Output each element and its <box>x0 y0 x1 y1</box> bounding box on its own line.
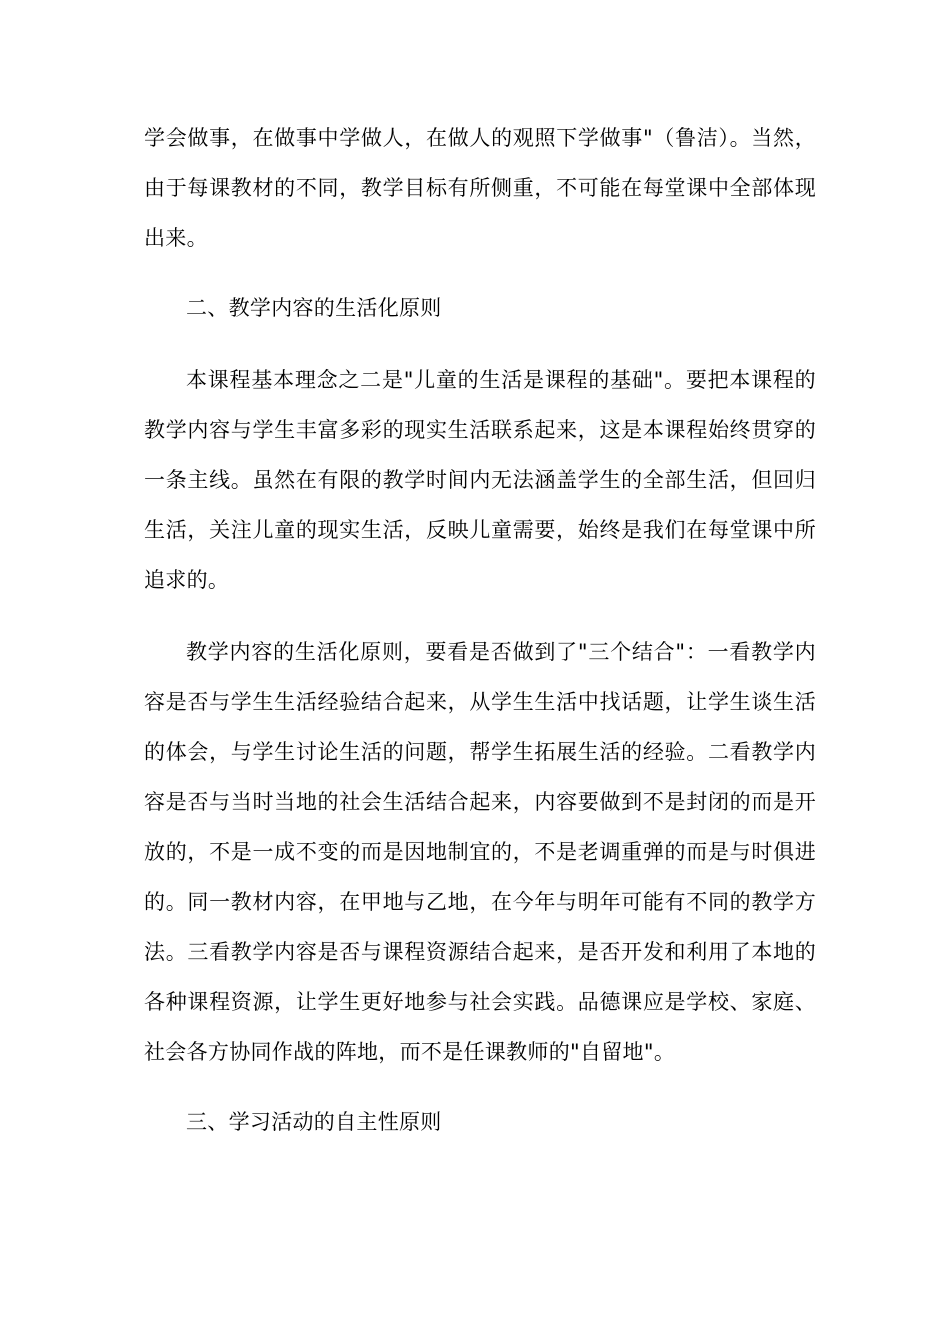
paragraph-2-line-4: 生活，关注儿童的现实生活，反映儿童需要，始终是我们在每堂课中所 <box>144 518 816 542</box>
paragraph-1-line-2: 由于每课教材的不同，教学目标有所侧重，不可能在每堂课中全部体现 <box>144 176 816 200</box>
section-heading-2: 二、教学内容的生活化原则 <box>186 296 442 320</box>
paragraph-1-line-3: 出来。 <box>144 226 208 250</box>
paragraph-3-line-8: 各种课程资源，让学生更好地参与社会实践。品德课应是学校、家庭、 <box>144 990 816 1014</box>
paragraph-2-line-5: 追求的。 <box>144 568 230 592</box>
paragraph-3-line-1: 教学内容的生活化原则，要看是否做到了"三个结合"：一看教学内 <box>186 640 816 664</box>
paragraph-1-line-1: 学会做事，在做事中学做人，在做人的观照下学做事"（鲁洁）。当然， <box>144 126 816 150</box>
paragraph-3-line-2: 容是否与学生生活经验结合起来，从学生生活中找话题，让学生谈生活 <box>144 690 816 714</box>
paragraph-3-line-6: 的。同一教材内容，在甲地与乙地，在今年与明年可能有不同的教学方 <box>144 890 816 914</box>
paragraph-2-line-3: 一条主线。虽然在有限的教学时间内无法涵盖学生的全部生活，但回归 <box>144 468 816 492</box>
paragraph-3-line-7: 法。三看教学内容是否与课程资源结合起来，是否开发和利用了本地的 <box>144 940 816 964</box>
paragraph-2-line-2: 教学内容与学生丰富多彩的现实生活联系起来，这是本课程始终贯穿的 <box>144 418 816 442</box>
section-heading-3: 三、学习活动的自主性原则 <box>186 1110 442 1134</box>
paragraph-3-line-5: 放的，不是一成不变的而是因地制宜的，不是老调重弹的而是与时俱进 <box>144 840 816 864</box>
paragraph-3-line-3: 的体会，与学生讨论生活的问题，帮学生拓展生活的经验。二看教学内 <box>144 740 816 764</box>
paragraph-2-line-1: 本课程基本理念之二是"儿童的生活是课程的基础"。要把本课程的 <box>186 368 816 392</box>
paragraph-3-line-9: 社会各方协同作战的阵地，而不是任课教师的"自留地"。 <box>144 1040 676 1064</box>
paragraph-3-line-4: 容是否与当时当地的社会生活结合起来，内容要做到不是封闭的而是开 <box>144 790 816 814</box>
